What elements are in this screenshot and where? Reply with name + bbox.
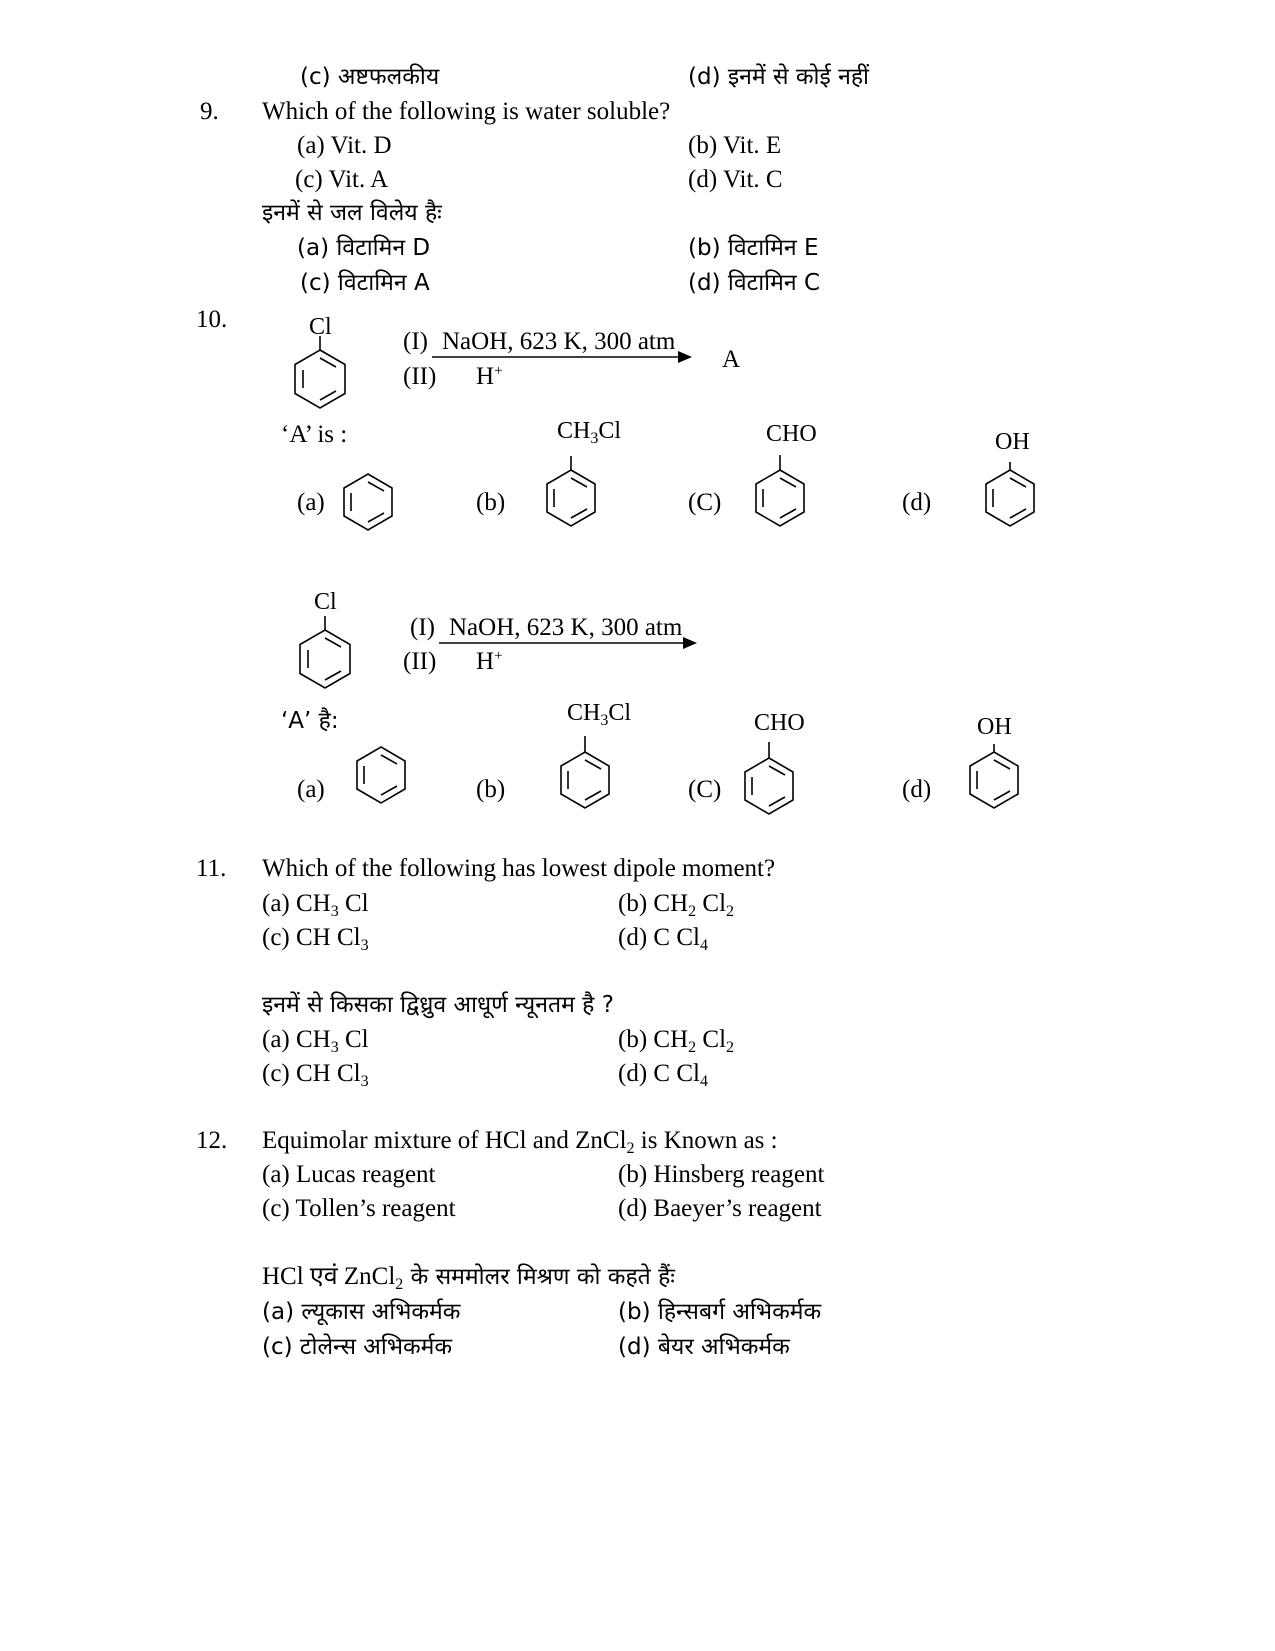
q12-option-d-en: (d) Baeyer’s reagent — [618, 1195, 822, 1222]
q9-question-hi: इनमें से जल विलेय हैः — [262, 200, 442, 226]
q9-option-a-en: (a) Vit. D — [297, 132, 392, 159]
q11-option-a-en: (a) $CH_3$ Cl — [262, 890, 369, 920]
q9-question-en: Which of the following is water soluble? — [262, 98, 671, 125]
q11-option-b-hi: (b) $CH_2$ $Cl_2$ — [618, 1026, 735, 1056]
q11-option-a-hi: (a) $CH_3$ Cl — [262, 1026, 369, 1056]
q10-option-label-c-en: (C) — [688, 489, 722, 516]
q10-benzene-ring-b-en — [542, 456, 600, 534]
q10-option-label-d-en: (d) — [902, 489, 932, 516]
q12-option-c-hi: (c) टोलेन्स अभिकर्मक — [262, 1334, 453, 1360]
q10-reagent1-hi: NaOH, 623 K, 300 atm — [449, 614, 683, 641]
q10-benzene-ring-c-en — [751, 455, 809, 535]
q11-question-hi: इनमें से किसका द्विध्रुव आधूर्ण न्यूनतम है ? — [262, 992, 614, 1018]
q11-question-en: Which of the following has lowest dipole moment? — [262, 855, 776, 882]
q10-benzene-ring-d-hi — [965, 744, 1023, 816]
q12-question-en: Equimolar mixture of HCl and ZnCl$_2$ is Known as : — [262, 1127, 778, 1157]
q10-prompt-en: ‘A’ is : — [281, 421, 348, 448]
q10-reaction-arrow-en — [432, 350, 694, 366]
q9-option-d-en: (d) Vit. C — [688, 166, 783, 193]
q12-option-b-hi: (b) हिन्सबर्ग अभिकर्मक — [618, 1299, 822, 1325]
q10-number: 10. — [196, 306, 228, 333]
q10-reagent2-hi: H+ — [476, 648, 503, 675]
q11-option-d-en: (d) C $Cl_4$ — [618, 924, 708, 954]
q10-prompt-hi: ‘A’ है: — [281, 708, 339, 734]
q10-step1-hi: (I) — [410, 614, 435, 641]
q11-option-b-en: (b) $CH_2$ $Cl_2$ — [618, 890, 735, 920]
q9-option-b-hi: (b) विटामिन E — [688, 235, 819, 261]
q10-option-label-b-hi: (b) — [476, 776, 506, 803]
q8-option-d: (d) इनमें से कोई नहीं — [688, 64, 869, 90]
q10-benzene-ring-a-en — [339, 471, 397, 535]
q12-number: 12. — [196, 1127, 228, 1154]
q10-option-label-b-en: (b) — [476, 489, 506, 516]
q9-option-d-hi: (d) विटामिन C — [688, 270, 820, 296]
q10-substituent-b-en: $CH_3Cl$ — [557, 418, 622, 447]
q10-product-a: A — [722, 346, 741, 373]
q10-benzene-ring-d-en — [981, 462, 1039, 534]
q11-option-d-hi: (d) C $Cl_4$ — [618, 1060, 708, 1090]
q9-option-c-en: (c) Vit. A — [295, 166, 389, 193]
q10-chlorobenzene-ring-hi — [296, 616, 354, 698]
q12-option-b-en: (b) Hinsberg reagent — [618, 1161, 825, 1188]
q8-option-c: (c) अष्टफलकीय — [300, 64, 440, 90]
q9-option-c-hi: (c) विटामिन A — [300, 270, 430, 296]
q11-number: 11. — [196, 855, 227, 882]
q11-option-c-en: (c) CH $Cl_3$ — [262, 924, 369, 954]
q12-option-c-en: (c) Tollen’s reagent — [262, 1195, 456, 1222]
q10-substituent-c-hi: CHO — [754, 710, 805, 736]
q10-option-label-a-hi: (a) — [297, 776, 325, 803]
q10-chlorobenzene-ring-en — [291, 336, 349, 420]
q10-option-label-d-hi: (d) — [902, 776, 932, 803]
q10-reagent2-en: H+ — [476, 363, 503, 390]
q12-option-d-hi: (d) बेयर अभिकर्मक — [618, 1334, 790, 1360]
q12-option-a-en: (a) Lucas reagent — [262, 1161, 436, 1188]
q10-substituent-d-hi: OH — [977, 714, 1012, 740]
q12-option-a-hi: (a) ल्यूकास अभिकर्मक — [262, 1299, 461, 1325]
q10-substituent-c-en: CHO — [766, 421, 817, 447]
q10-option-label-c-hi: (C) — [688, 776, 722, 803]
q11-option-c-hi: (c) CH $Cl_3$ — [262, 1060, 369, 1090]
q9-option-b-en: (b) Vit. E — [688, 132, 782, 159]
q10-substituent-b-hi: $CH_3Cl$ — [567, 700, 632, 729]
q10-reactant-cl-en: Cl — [309, 314, 332, 340]
q10-benzene-ring-b-hi — [556, 736, 614, 816]
q10-substituent-d-en: OH — [995, 429, 1030, 455]
q12-question-hi: HCl एवं ZnCl$_2$ के सममोलर मिश्रण को कहते हैंः — [262, 1263, 675, 1293]
q9-number: 9. — [200, 98, 219, 125]
q10-step1-en: (I) — [403, 328, 428, 355]
q10-reactant-cl-hi: Cl — [314, 589, 337, 615]
q10-step2-hi: (II) — [403, 648, 437, 675]
q10-step2-en: (II) — [403, 363, 437, 390]
q9-option-a-hi: (a) विटामिन D — [297, 235, 431, 261]
q10-reagent1-en: NaOH, 623 K, 300 atm — [442, 328, 676, 355]
q10-benzene-ring-a-hi — [352, 744, 410, 808]
q10-option-label-a-en: (a) — [297, 489, 325, 516]
q10-benzene-ring-c-hi — [740, 742, 798, 824]
